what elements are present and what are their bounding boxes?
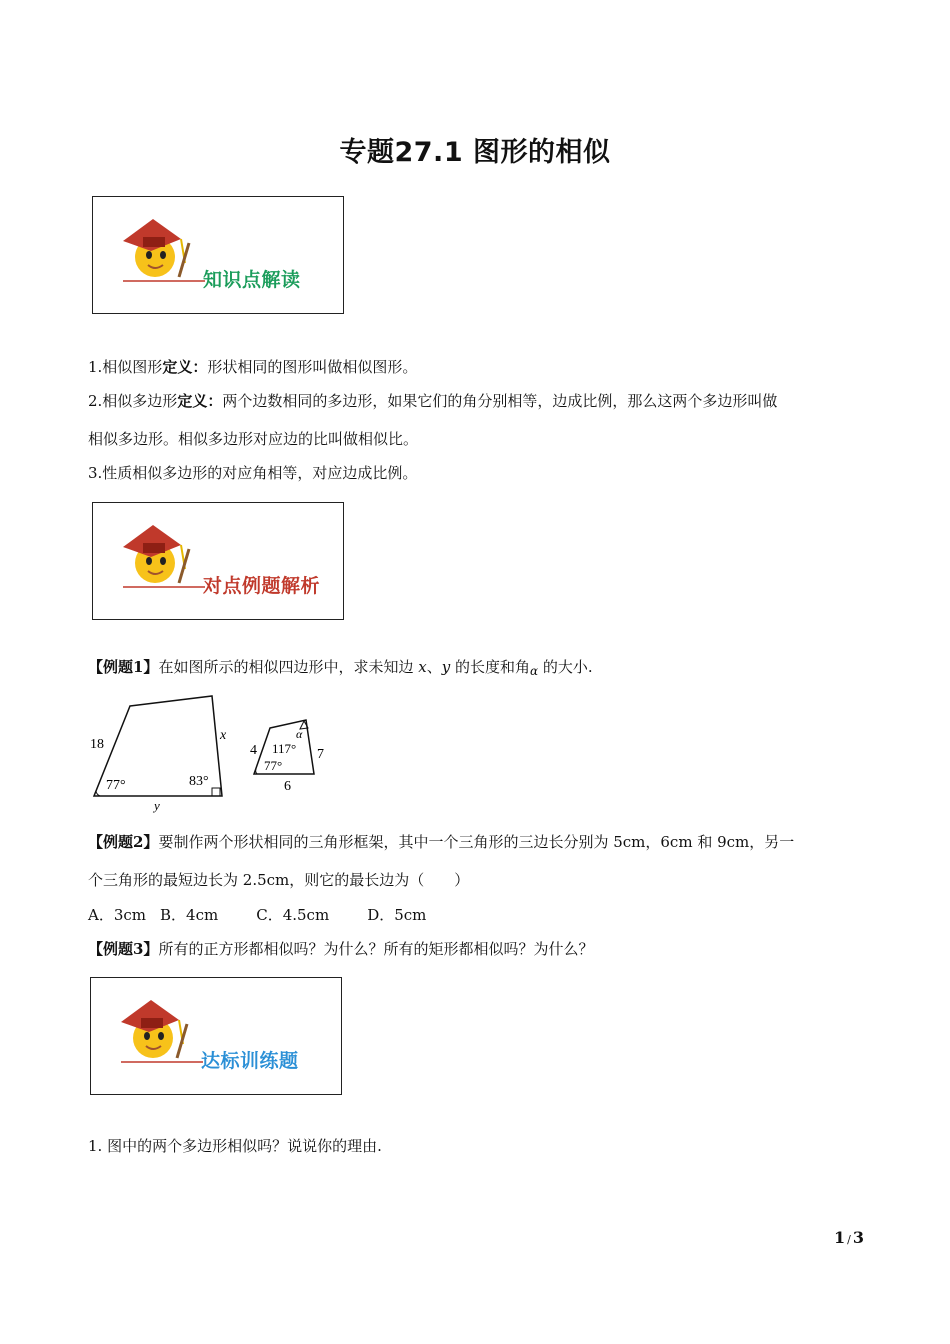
example-label: 【例题2】 bbox=[88, 833, 159, 851]
big-side-left-label: 18 bbox=[90, 737, 104, 752]
small-angle-bottom-label: 77° bbox=[264, 758, 283, 773]
item-text: 两个边数相同的多边形，如果它们的角分别相等，边成比例，那么这两个多边形叫做 bbox=[222, 392, 778, 410]
example-text: 要制作两个形状相同的三角形框架，其中一个三角形的三边长分别为 5cm，6cm 和 9cm，另一 bbox=[158, 833, 795, 851]
small-side-bottom-label: 6 bbox=[284, 779, 291, 794]
mascot-icon bbox=[93, 503, 345, 621]
small-side-left-label: 4 bbox=[250, 743, 257, 758]
option-a: A．3cm bbox=[88, 906, 147, 924]
banner-practice-label: 达标训练题 bbox=[201, 1050, 299, 1072]
small-angle-arc-left bbox=[256, 769, 257, 774]
big-side-bottom-label: y bbox=[154, 798, 160, 813]
var-alpha: α bbox=[530, 664, 539, 678]
big-angle-mark-right bbox=[212, 788, 220, 796]
example2-cont: 个三角形的最短边长为 2.5cm，则它的最长边为（ ） bbox=[88, 871, 470, 889]
page-current: 1 bbox=[834, 1228, 846, 1247]
practice-q1: 1. 图中的两个多边形相似吗？说说你的理由. bbox=[88, 1137, 382, 1155]
example-label: 【例题3】 bbox=[88, 940, 159, 958]
small-angle-alpha-label: α bbox=[296, 727, 303, 741]
page-title: 专题27.1 图形的相似 bbox=[339, 137, 611, 168]
item-prefix: 2.相似多边形 bbox=[88, 392, 178, 410]
option-d: D．5cm bbox=[367, 906, 427, 924]
banner-practice bbox=[90, 977, 342, 1095]
big-side-right-label: x bbox=[220, 728, 227, 743]
big-angle-right-label: 83° bbox=[189, 774, 209, 789]
item-bold: 定义： bbox=[177, 392, 223, 410]
big-angle-left-label: 77° bbox=[106, 778, 126, 793]
similar-quadrilaterals-figure bbox=[86, 690, 346, 820]
banner-knowledge-label: 知识点解读 bbox=[203, 269, 301, 291]
small-angle-top-label: 117° bbox=[272, 741, 297, 756]
example2-options bbox=[88, 905, 426, 925]
page-total: 3 bbox=[852, 1228, 864, 1247]
var-y: y bbox=[441, 658, 451, 676]
knowledge-item-2-cont: 相似多边形。相似多边形对应边的比叫做相似比。 bbox=[88, 430, 419, 448]
knowledge-item-3: 3.性质相似多边形的对应角相等，对应边成比例。 bbox=[88, 464, 418, 482]
var-x: x bbox=[418, 658, 427, 676]
option-c: C．4.5cm bbox=[256, 906, 330, 924]
example3 bbox=[88, 939, 593, 959]
knowledge-item-2 bbox=[88, 391, 777, 411]
banner-knowledge bbox=[92, 196, 344, 314]
page-number: 1 / 3 bbox=[834, 1228, 864, 1247]
example-text: 在如图所示的相似四边形中，求未知边 bbox=[158, 658, 414, 676]
item-bold: 定义： bbox=[162, 358, 208, 376]
item-text: 形状相同的图形叫做相似图形。 bbox=[207, 358, 418, 376]
option-b: B．4cm bbox=[160, 906, 219, 924]
mascot-icon bbox=[93, 197, 345, 315]
item-prefix: 1.相似图形 bbox=[88, 358, 163, 376]
example-text: 所有的正方形都相似吗？为什么？所有的矩形都相似吗？为什么？ bbox=[158, 940, 594, 958]
small-side-right-label: 7 bbox=[317, 747, 324, 762]
example1 bbox=[88, 657, 593, 681]
knowledge-item-1 bbox=[88, 357, 417, 377]
example-label: 【例题1】 bbox=[88, 658, 159, 676]
example-text: 的大小. bbox=[542, 658, 593, 676]
banner-examples bbox=[92, 502, 344, 620]
example-text: 的长度和角 bbox=[454, 658, 530, 676]
banner-examples-label: 对点例题解析 bbox=[203, 575, 321, 597]
separator: 、 bbox=[426, 658, 442, 676]
example2 bbox=[88, 832, 794, 852]
mascot-icon bbox=[91, 978, 343, 1096]
